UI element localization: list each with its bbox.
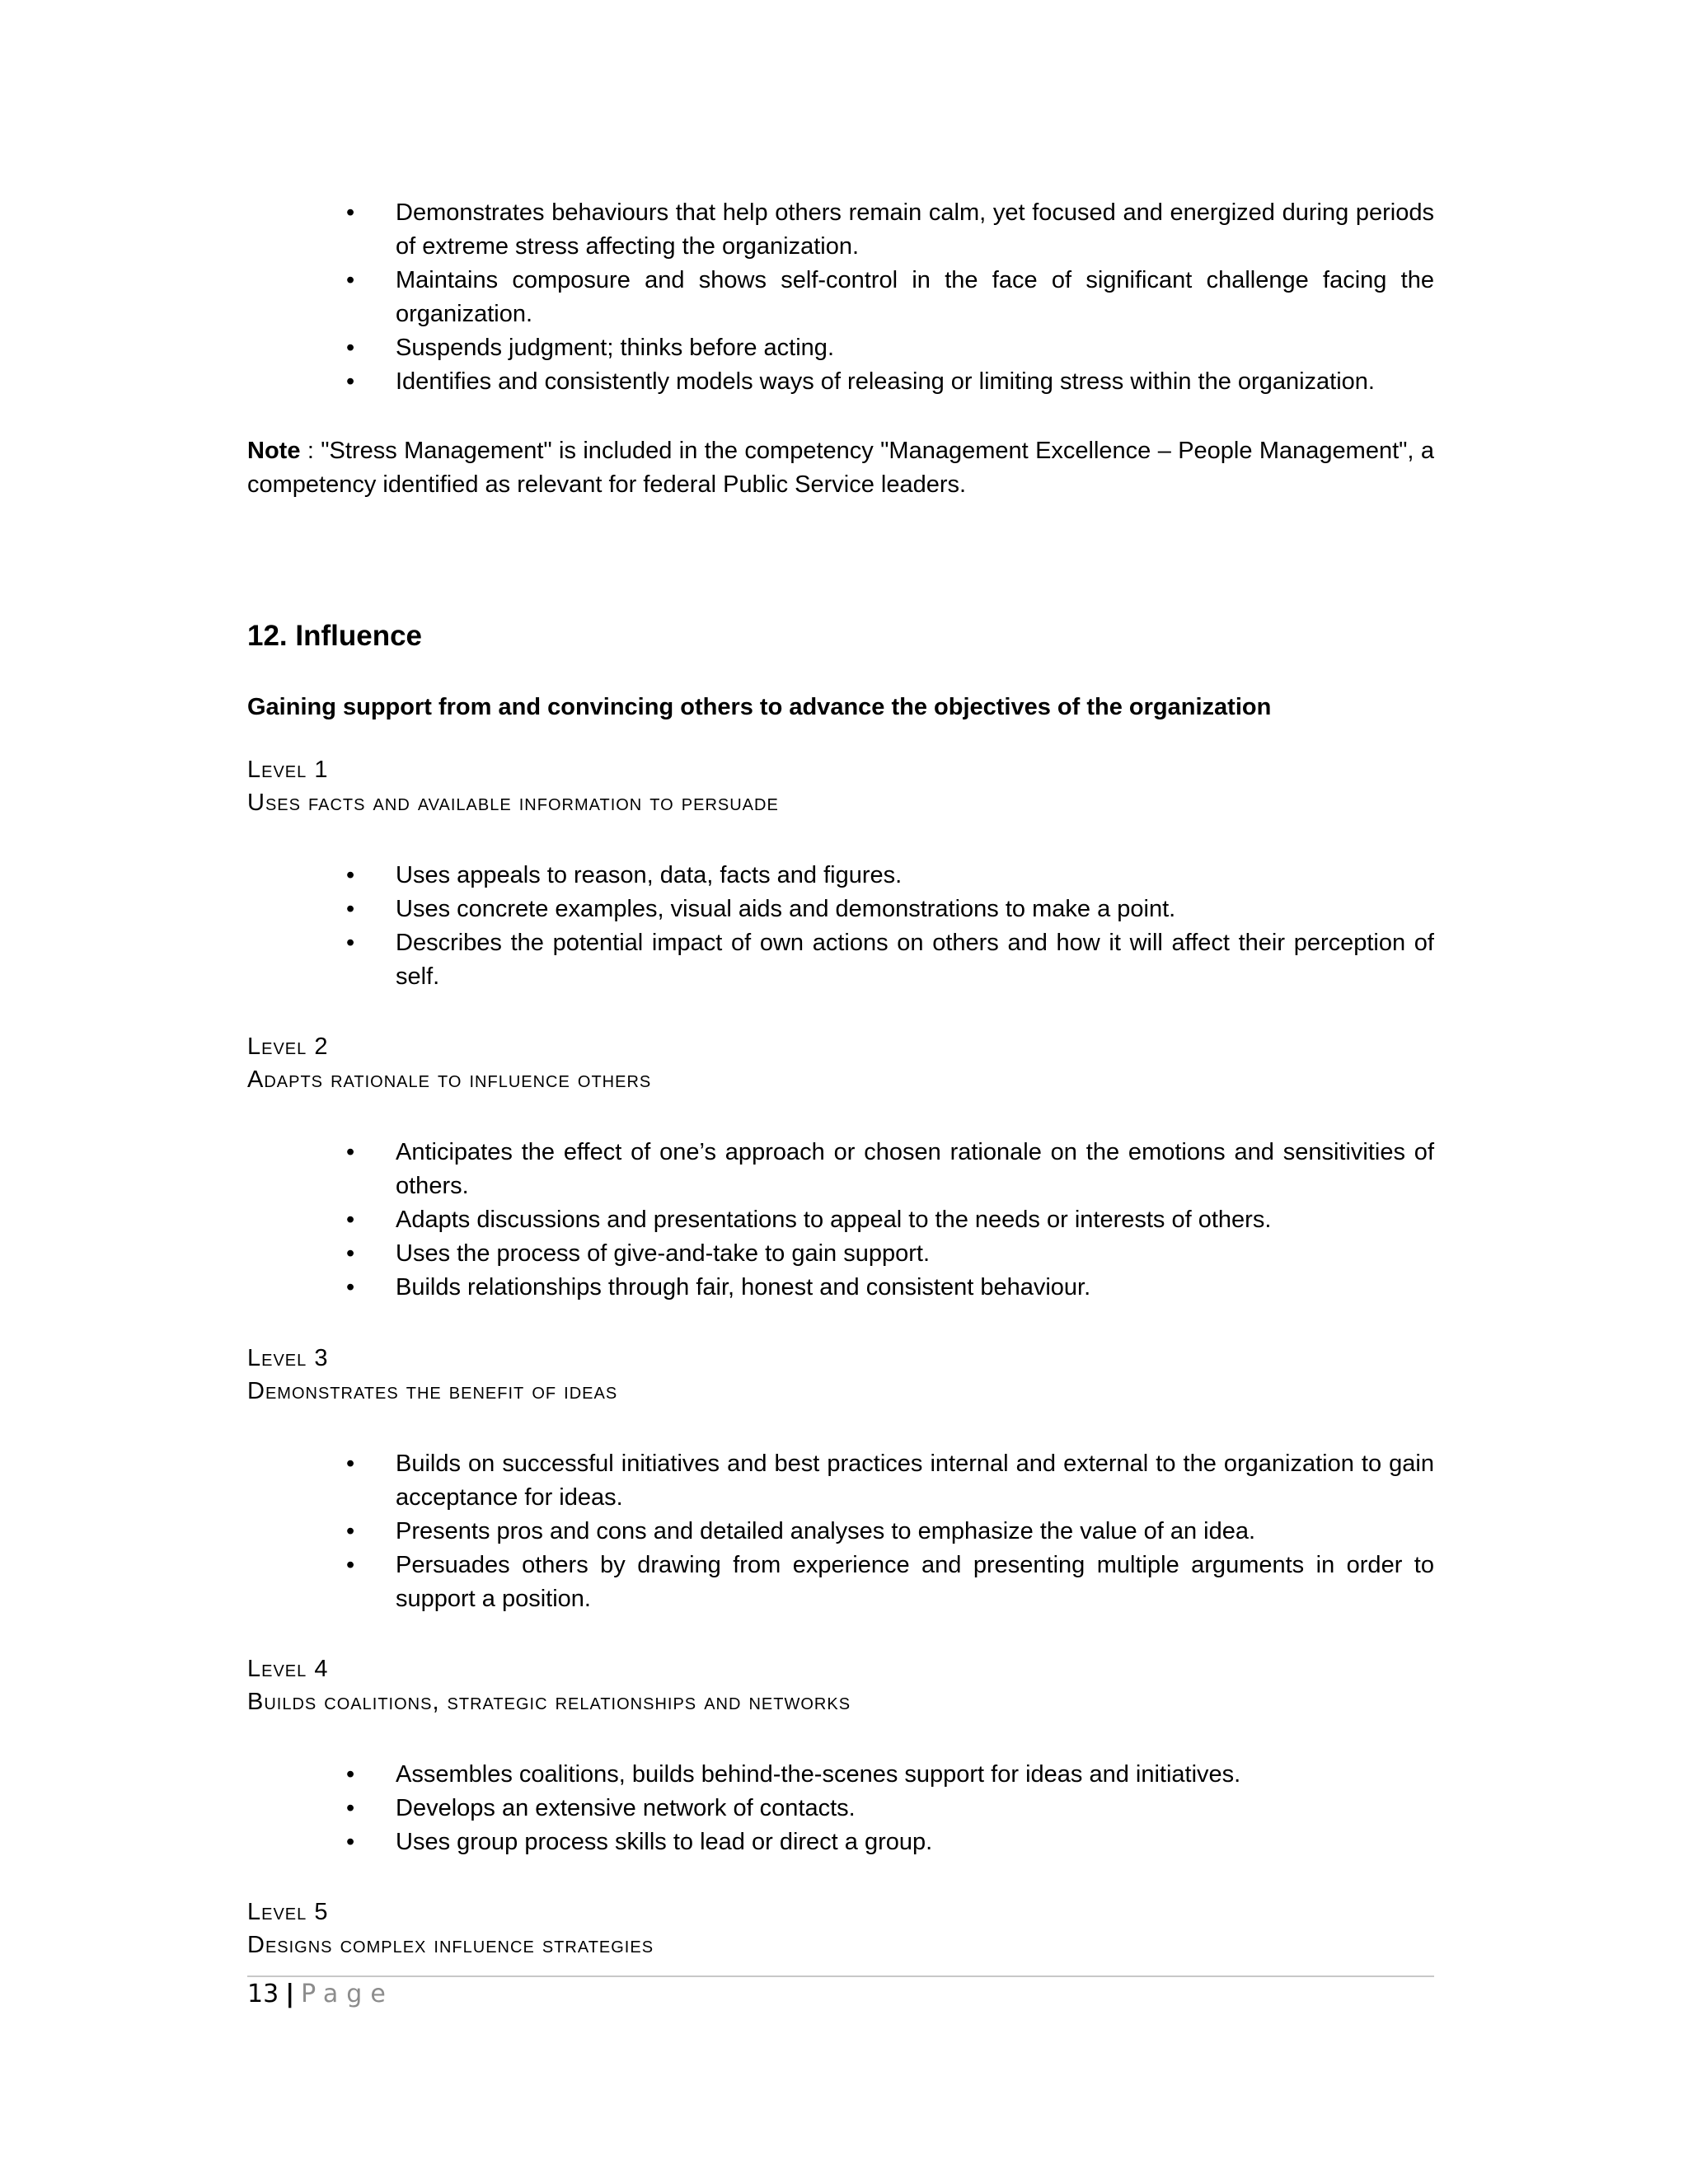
- note-text: : "Stress Management" is included in the competency "Management Excellence – People Management", a competency identified as relevant for federal Public Service leaders.: [247, 438, 1434, 498]
- footer-divider: [247, 1975, 1434, 1977]
- level-1-label: Level 1: [247, 757, 329, 783]
- list-item: • Persuades others by drawing from experience and presenting multiple arguments in order to support a position.: [247, 1549, 1434, 1616]
- list-item: • Uses group process skills to lead or direct a group.: [247, 1825, 1434, 1859]
- level-3-bullet-list: [247, 1447, 1434, 1616]
- list-item: • Maintains composure and shows self-control in the face of significant challenge facing the organization.: [247, 264, 1434, 331]
- list-item: • Uses the process of give-and-take to gain support.: [247, 1237, 1434, 1271]
- level-5-label: Level 5: [247, 1899, 329, 1925]
- list-item: • Anticipates the effect of one’s approach or chosen rationale on the emotions and sensitivities of others.: [247, 1136, 1434, 1203]
- list-item: • Adapts discussions and presentations to appeal to the needs or interests of others.: [247, 1203, 1434, 1237]
- list-item: • Identifies and consistently models ways of releasing or limiting stress within the organization.: [247, 365, 1434, 399]
- level-2-bullet-list: [247, 1136, 1434, 1305]
- list-item: • Builds on successful initiatives and best practices internal and external to the organization to gain acceptance for ideas.: [247, 1447, 1434, 1515]
- list-item: • Builds relationships through fair, honest and consistent behaviour.: [247, 1271, 1434, 1305]
- page-footer: [247, 1978, 394, 2011]
- level-5-title: Designs complex influence strategies: [247, 1932, 654, 1958]
- page-number: 13: [247, 1980, 279, 2008]
- list-item: • Demonstrates behaviours that help others remain calm, yet focused and energized during periods of extreme stress affecting the organization.: [247, 196, 1434, 264]
- list-item: • Develops an extensive network of contacts.: [247, 1792, 1434, 1825]
- list-item: • Assembles coalitions, builds behind-the-scenes support for ideas and initiatives.: [247, 1758, 1434, 1792]
- list-item: • Presents pros and cons and detailed analyses to emphasize the value of an idea.: [247, 1515, 1434, 1549]
- list-item: • Uses appeals to reason, data, facts and figures.: [247, 859, 1434, 893]
- stress-management-bullet-list: [247, 196, 1434, 399]
- level-4-bullet-list: [247, 1758, 1434, 1859]
- list-item: • Uses concrete examples, visual aids and demonstrations to make a point.: [247, 893, 1434, 926]
- level-1-bullet-list: [247, 859, 1434, 994]
- level-4-title: Builds coalitions, strategic relationships and networks: [247, 1689, 851, 1715]
- level-1-title: Uses facts and available information to persuade: [247, 790, 779, 816]
- level-2-title: Adapts rationale to influence others: [247, 1066, 652, 1093]
- level-4-label: Level 4: [247, 1656, 329, 1682]
- note-paragraph: [247, 434, 1434, 502]
- section-heading: 12. Influence: [247, 620, 423, 652]
- list-item: • Suspends judgment; thinks before acting.: [247, 331, 1434, 365]
- footer-separator: |: [285, 1980, 295, 2008]
- list-item: • Describes the potential impact of own actions on others and how it will affect their perception of self.: [247, 926, 1434, 994]
- note-label: Note: [247, 438, 301, 464]
- level-3-title: Demonstrates the benefit of ideas: [247, 1378, 618, 1404]
- section-subheading: Gaining support from and convincing others to advance the objectives of the organization: [247, 694, 1272, 720]
- page-label: Page: [301, 1980, 394, 2008]
- level-3-label: Level 3: [247, 1345, 329, 1371]
- level-2-label: Level 2: [247, 1033, 329, 1060]
